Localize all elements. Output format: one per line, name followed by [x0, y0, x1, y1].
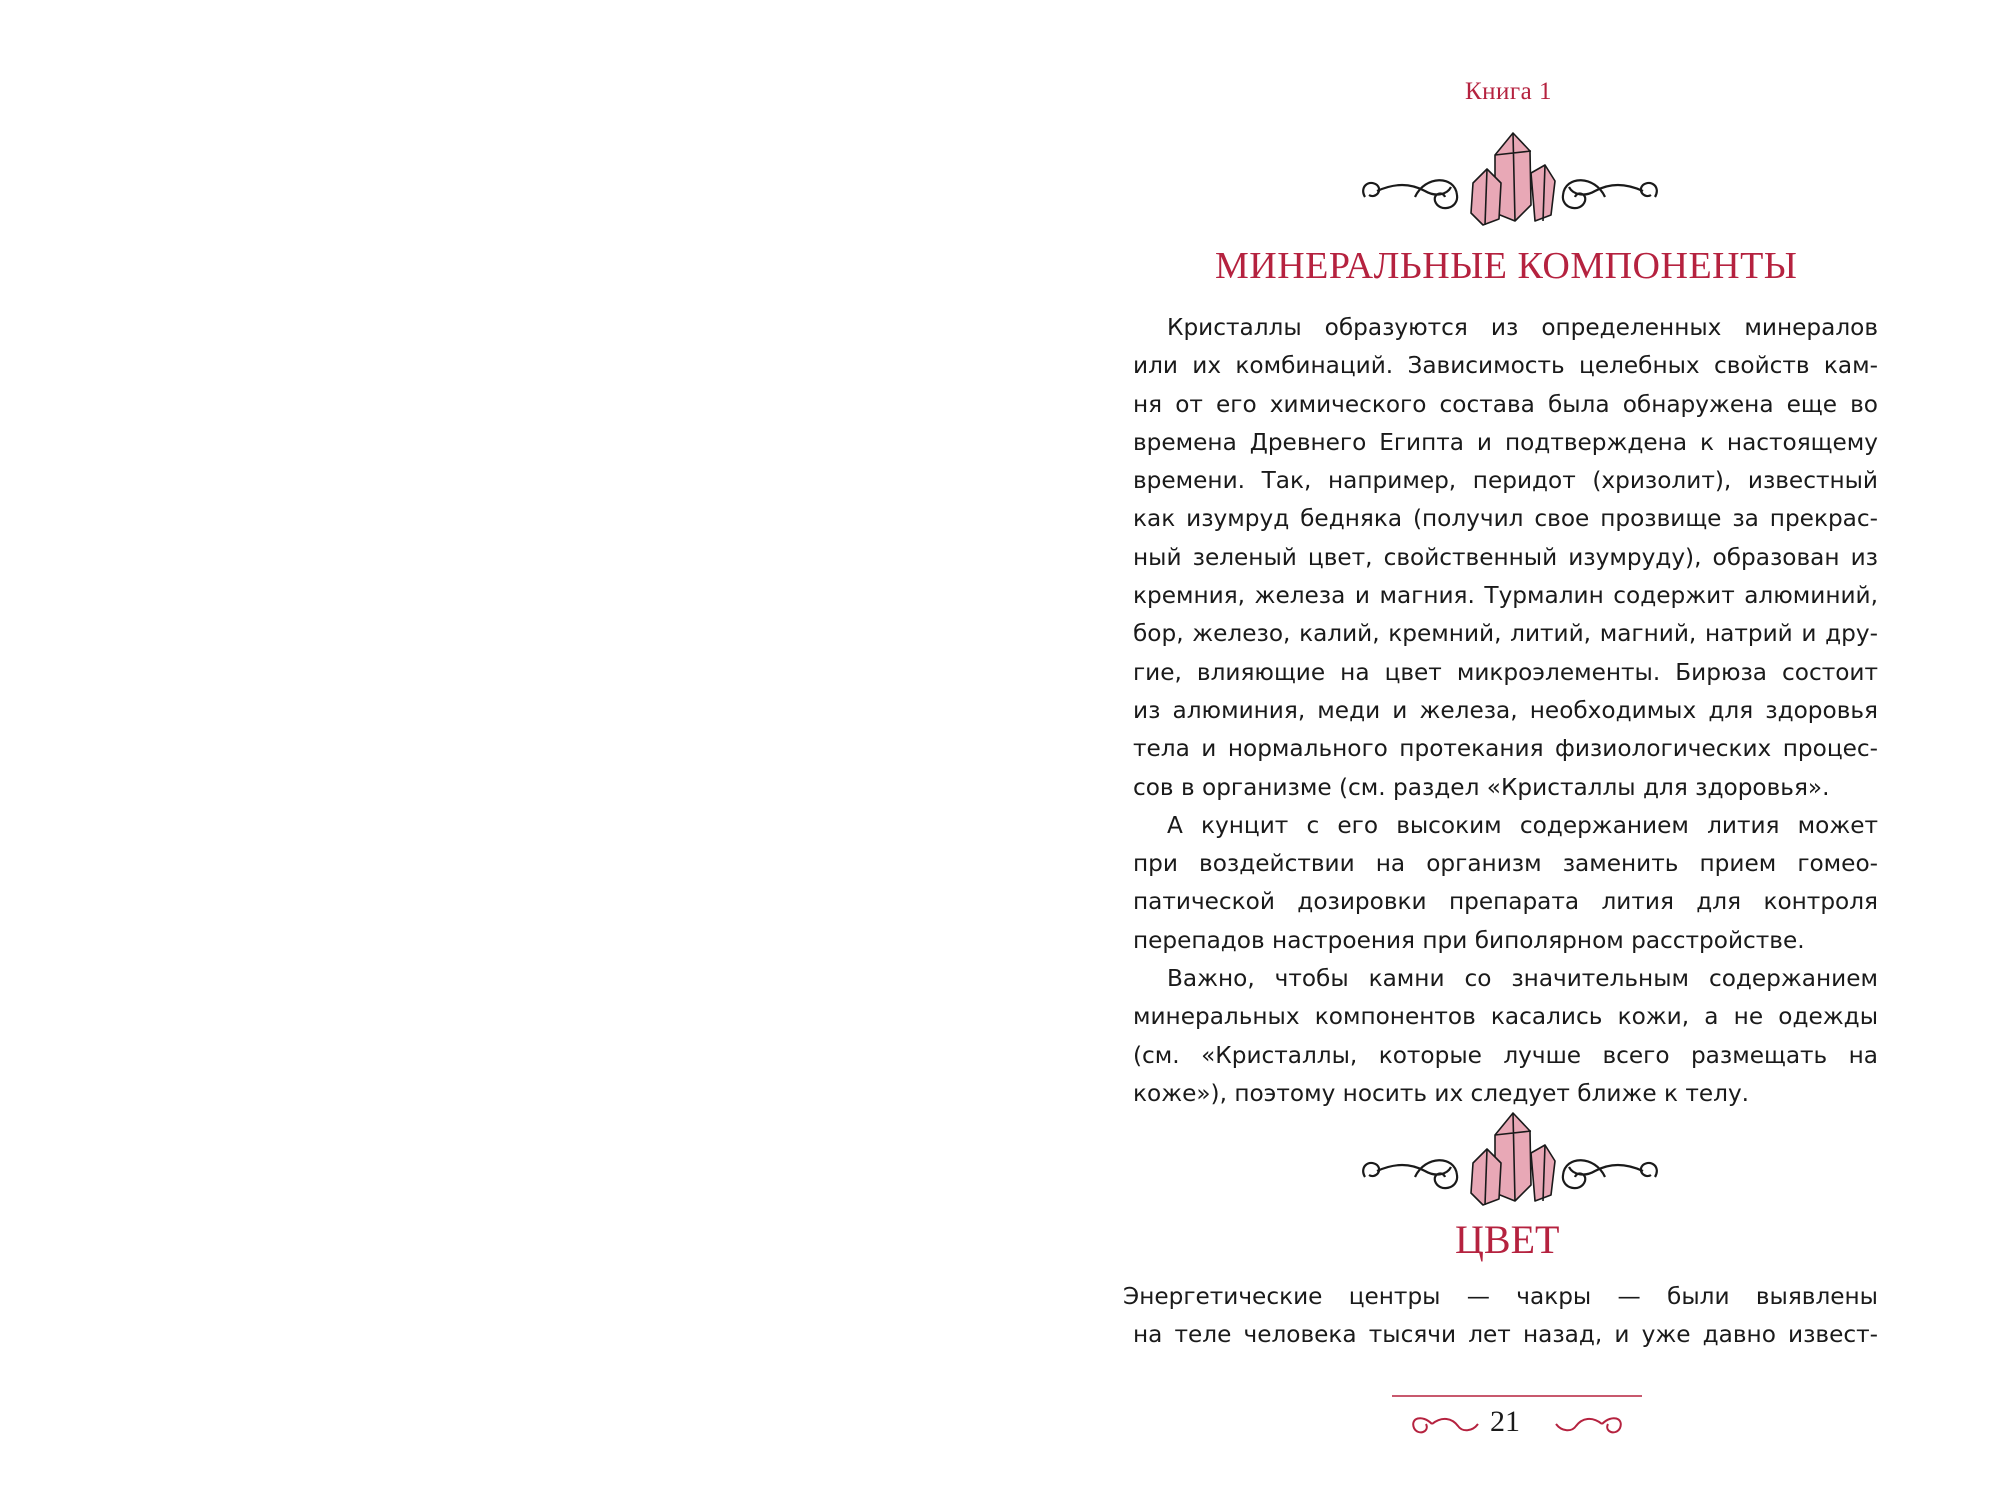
body-line: Важно, чтобы камни со значительным содержанием [1167, 965, 1878, 993]
body-line: из алюминия, меди и железа, необходимых для здоровья [1133, 696, 1878, 724]
body-line: ный зеленый цвет, свойственный изумруду), образован из [1133, 543, 1878, 571]
body-line: ня от его химического состава была обнаружена еще во [1133, 390, 1878, 418]
body-line: времени. Так, например, перидот (хризолит), известный [1133, 467, 1878, 495]
body-line: Энергетические центры — чакры — были выявлены [1123, 1283, 1878, 1310]
body-line: А кунцит с его высоким содержанием лития может [1167, 811, 1878, 839]
crystal-ornament-middle [1355, 1105, 1665, 1215]
crystal-ornament-top [1355, 125, 1665, 235]
page-number-right: 21 [1490, 1405, 1520, 1438]
section-body-color [1123, 1278, 1878, 1355]
body-line: тела и нормального протекания физиологических процес- [1133, 735, 1878, 763]
body-line: или их комбинаций. Зависимость целебных свойств кам- [1133, 352, 1878, 380]
body-line: как изумруд бедняка (получил свое прозвище за прекрас- [1133, 505, 1878, 533]
body-line: бор, железо, калий, кремний, литий, магний, натрий и дру- [1133, 620, 1878, 648]
body-line: минеральных компонентов касались кожи, а не одежды [1133, 1003, 1878, 1031]
section-body-minerals [1133, 309, 1878, 1113]
body-line: (см. «Кристаллы, которые лучше всего размещать на [1133, 1041, 1878, 1069]
body-line: кремния, железа и магния. Турмалин содержит алюминий, [1133, 582, 1878, 610]
body-line: перепадов настроения при биполярном расстройстве. [1133, 926, 1805, 954]
body-line: гие, влияющие на цвет микроэлементы. Бирюза состоит [1133, 658, 1878, 686]
body-line: времена Древнего Египта и подтверждена к настоящему [1133, 428, 1878, 456]
section-title-minerals: МИНЕРАЛЬНЫЕ КОМПОНЕНТЫ [1215, 245, 1798, 287]
body-line: коже»), поэтому носить их следует ближе к телу. [1133, 1079, 1750, 1107]
body-line: сов в организме (см. раздел «Кристаллы для здоровья». [1133, 773, 1830, 801]
body-line: Кристаллы образуются из определенных минералов [1167, 314, 1878, 341]
body-line: на теле человека тысячи лет назад, и уже давно извест- [1133, 1321, 1878, 1349]
body-line: патической дозировки препарата лития для контроля [1133, 888, 1878, 916]
section-title-color: ЦВЕТ [1455, 1217, 1560, 1262]
running-head-right: Книга 1 [1465, 78, 1553, 105]
body-line: при воздействии на организм заменить прием гомео- [1133, 850, 1878, 878]
